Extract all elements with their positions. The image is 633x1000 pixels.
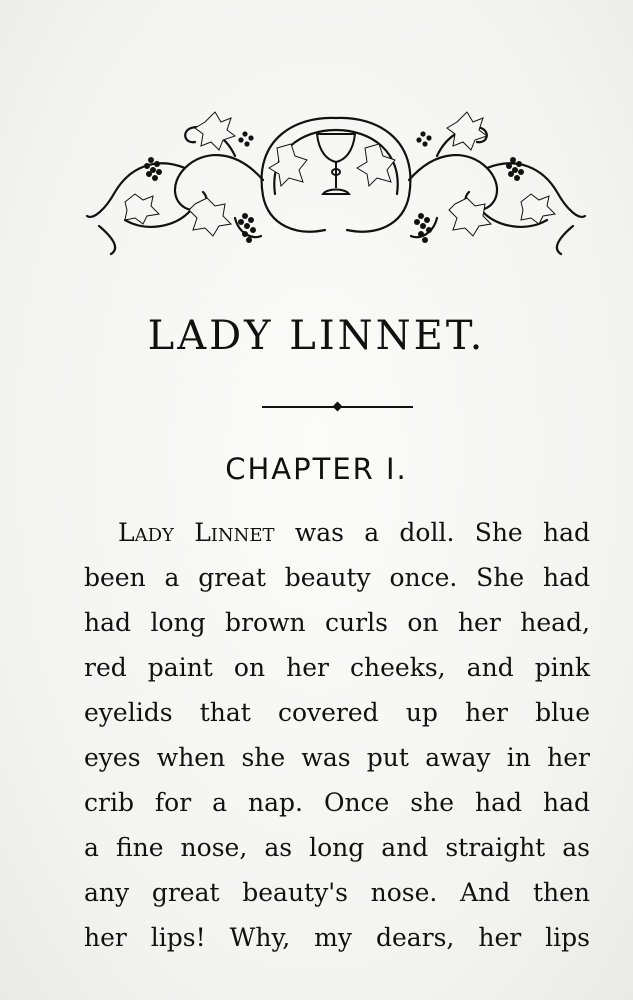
text-line: had long brown curls on her head, [84,608,590,637]
text-line: any great beauty's nose. And then [84,878,590,907]
text-line: eyelids that covered up her blue [84,698,590,727]
text-line: Lady Linnet was a doll. She had [118,518,590,547]
lead-in-small-caps: Lady Linnet [118,518,275,547]
vine-and-goblet-ornament-icon [85,108,587,258]
book-title: LADY LINNET. [147,313,486,359]
text-line: crib for a nap. Once she had had [84,788,590,817]
text-line: a fine nose, as long and straight as [84,833,590,862]
chapter-body [84,510,590,960]
text-line: red paint on her cheeks, and pink [84,653,590,682]
chapter-heading: CHAPTER I. [225,452,408,486]
text-line: been a great beauty once. She had [84,563,590,592]
rule-diamond-icon [333,402,343,412]
text-line: eyes when she was put away in her [84,743,590,772]
text-line: her lips! Why, my dears, her lips [84,923,590,952]
